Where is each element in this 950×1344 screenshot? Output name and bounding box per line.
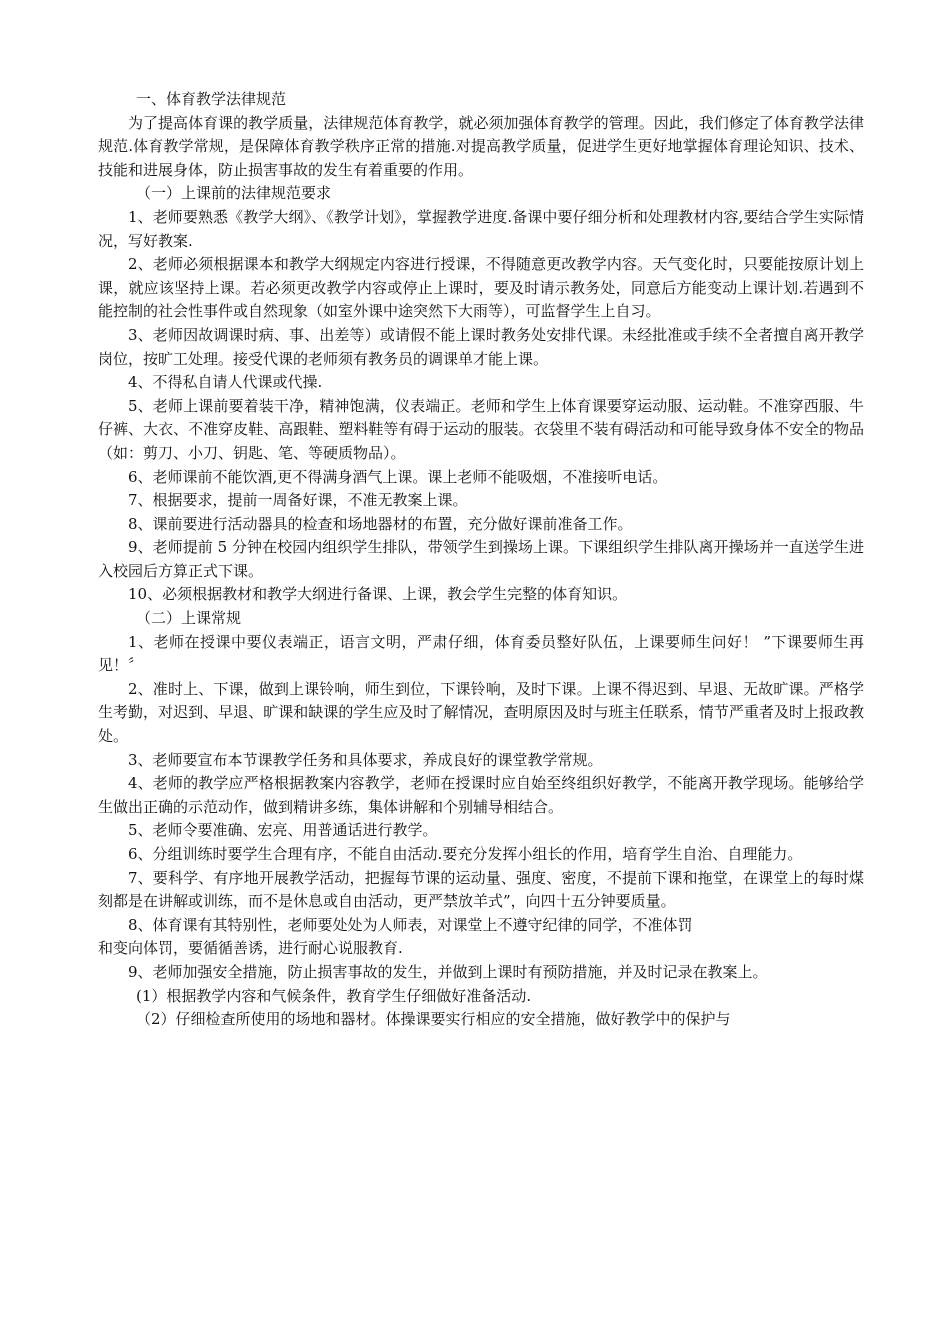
paragraph-item: 2、老师必须根据课本和教学大纲规定内容进行授课，不得随意更改教学内容。天气变化时，只要能按原计划上课，就应该坚持上课。若必须更改教学内容或停止上课时，要及时请示教务处，同意后方能变动上课计划.若遇到不能控制的社会性事件或自然现象（如室外课中途突然下大雨等），可监督学生上自习。 [98,255,864,321]
paragraph-item: 8、课前要进行活动器具的检查和场地器材的布置，充分做好课前准备工作。 [128,514,633,533]
paragraph-subitem: (1）根据教学内容和气候条件，教育学生仔细做好准备活动. [136,986,532,1005]
heading-section-1: 一、体育教学法律规范 [136,90,287,108]
paragraph-continuation: 和变向体罚，要循循善诱，进行耐心说服教育. [98,939,403,958]
paragraph-intro: 为了提高体育课的教学质量，法律规范体育教学，就必须加强体育教学的管理。因此，我们修定了体育教学法律规范.体育教学常规，是保障体育教学秩序正常的措施.对提高教学质量，促进学生更好地掌握体育理论知识、技术、技能和进展身体，防止损害事故的发生有着重要的作用。 [98,113,864,179]
paragraph-item: 3、老师因故调课时病、事、出差等）或请假不能上课时教务处安排代课。未经批准或手续不全者擅自离开教学岗位，按旷工处理。接受代课的老师须有教务员的调课单才能上课。 [98,325,864,368]
paragraph-item: 10、必须根据教材和教学大纲进行备课、上课，教会学生完整的体育知识。 [128,585,628,604]
paragraph-item: 7、根据要求，提前一周备好课，不准无教案上课。 [128,491,468,510]
paragraph-subitem: （2）仔细检查所使用的场地和器材。体操课要实行相应的安全措施，做好教学中的保护与 [136,1010,731,1029]
paragraph-item: 4、不得私自请人代课或代操. [128,373,323,392]
paragraph-item: 5、老师上课前要着装干净，精神饱满，仪表端正。老师和学生上体育课要穿运动服、运动鞋。不准穿西服、牛仔裤、大衣、不准穿皮鞋、高跟鞋、塑料鞋等有碍于运动的服装。衣袋里不装有碍活动和可能导致身体不安全的物品（如：剪刀、小刀、钥匙、笔、等硬质物品）。 [98,396,864,462]
paragraph-item: 8、体育课有其特别性，老师要处处为人师表，对课堂上不遵守纪律的同学，不准体罚 [128,915,693,934]
paragraph-item: 1、老师在授课中要仪表端正，语言文明，严肃仔细，体育委员整好队伍，上课要师生问好！ ”下课要师生再见！〞 [98,632,864,675]
paragraph-item: 3、老师要宣布本节课教学任务和具体要求，养成良好的课堂教学常规。 [128,750,603,769]
paragraph-item: 1、老师要熟悉《教学大纲》、《教学计划》，掌握教学进度.备课中要仔细分析和处理教材内容,要结合学生实际情况，写好教案. [98,207,864,250]
paragraph-item: 7、要科学、有序地开展教学活动，把握每节课的运动量、强度、密度，不提前下课和拖堂，在课堂上的每时煤刻都是在讲解或训练，而不是休息或自由活动，更严禁放羊式”，向四十五分钟要质量。 [98,868,864,911]
paragraph-item: 9、老师提前 5 分钟在校园内组织学生排队，带领学生到操场上课。下课组织学生排队离开操场并一直送学生进入校园后方算正式下课。 [98,538,864,580]
paragraph-item: 6、老师课前不能饮酒,更不得满身酒气上课。课上老师不能吸烟，不准接听电话。 [128,467,668,486]
heading-subsection-2: （二）上课常规 [136,609,242,628]
paragraph-item: 5、老师令要准确、宏亮、用普通话进行教学。 [128,821,438,840]
document-page [98,88,864,1032]
paragraph-item: 2、准时上、下课，做到上课铃响，师生到位，下课铃响，及时下课。上课不得迟到、早退、无故旷课。严格学生考勤，对迟到、早退、旷课和缺课的学生应及时了解情况，查明原因及时与班主任联系，情节严重者及时上报政教处。 [98,679,864,746]
paragraph-item: 9、老师加强安全措施，防止损害事故的发生，并做到上课时有预防措施，并及时记录在教案上。 [128,962,768,981]
paragraph-item: 6、分组训练时要学生合理有序，不能自由活动.要充分发挥小组长的作用，培育学生自治、自理能力。 [128,845,803,863]
paragraph-item: 4、老师的教学应严格根据教案内容教学，老师在授课时应自始至终组织好教学，不能离开教学现场。能够给学生做出正确的示范动作，做到精讲多练，集体讲解和个别辅导相结合。 [98,774,864,816]
heading-subsection-1: （一）上课前的法律规范要求 [136,184,332,203]
